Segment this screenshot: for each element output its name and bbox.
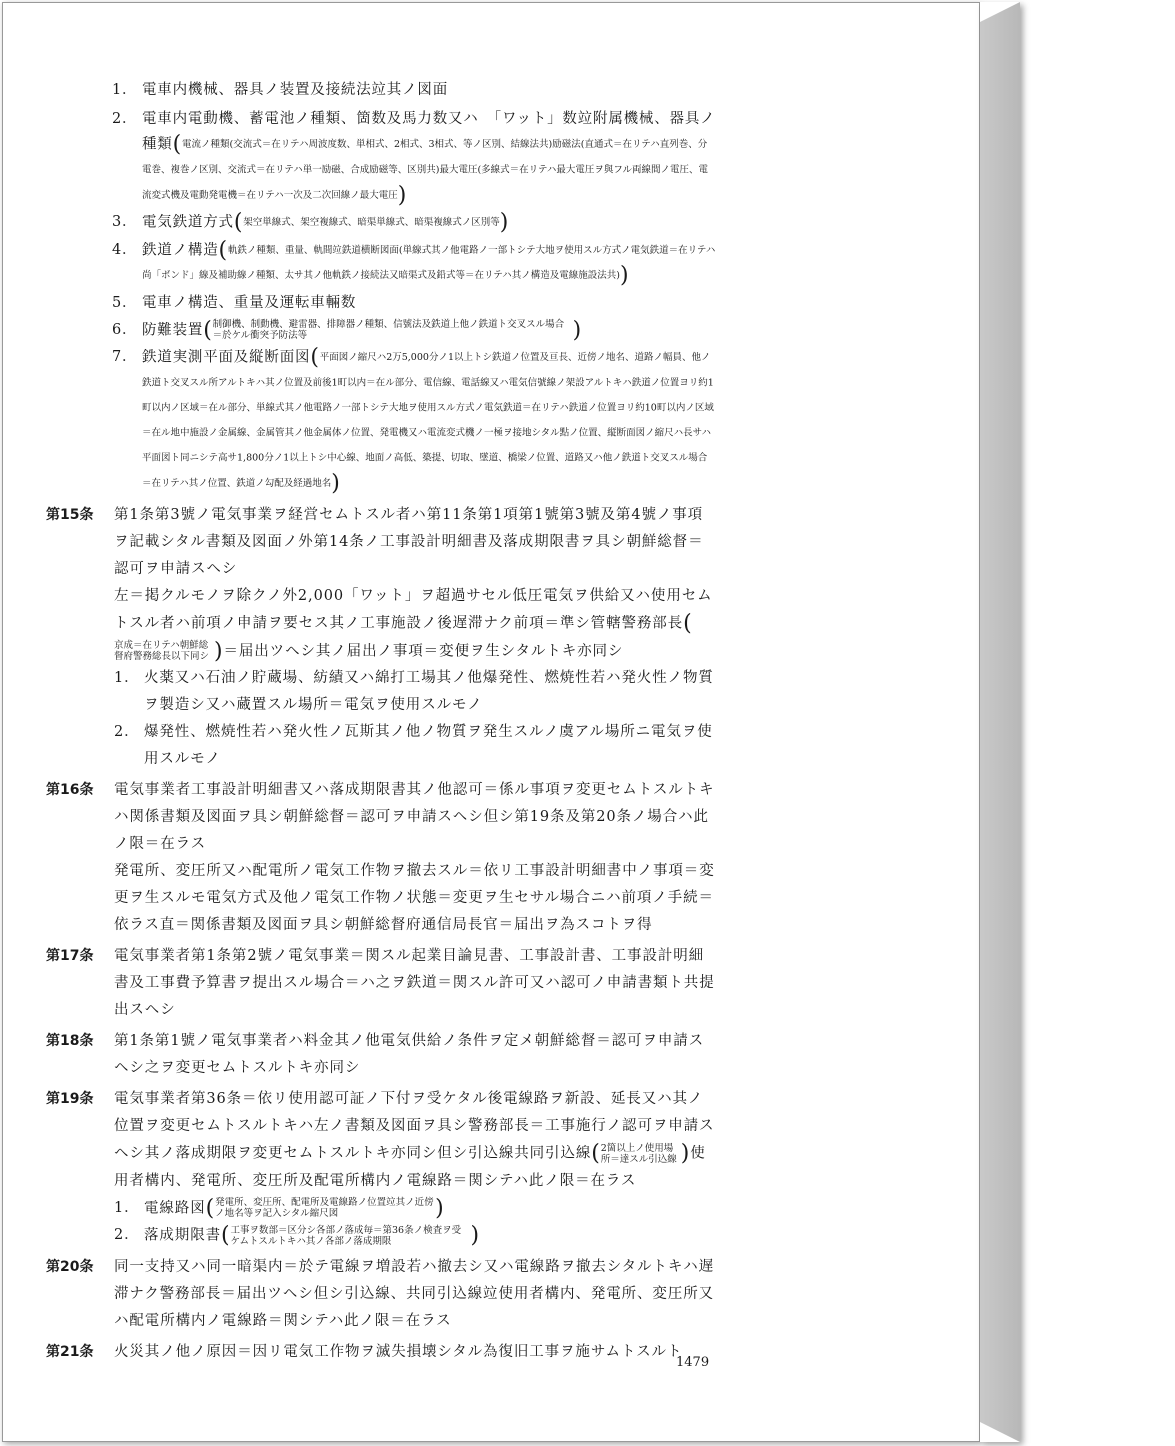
item-note: 軌鉄ノ種類、重量、軌間竝鉄道横断図面(単線式其ノ他電路ノ一部トシテ大地ヲ使用スル方式ノ電気鉄道＝在リテハ尚「ボンド」線及補助線ノ種類、太サ其ノ他軌鉄ノ接続法又暗渠式及鉛式等＝在リテハ其ノ構造及電線施設法共) xyxy=(142,244,716,281)
article-21 xyxy=(46,1339,716,1366)
item-text: 電車内電動機、蓄電池ノ種類、箇数及馬力数又ハ 「ワット」数竝附属機械、器具ノ種類 xyxy=(142,111,716,153)
paragraph-text: 使用者構内、発電所、変圧所及配電所構内ノ電線路＝関シテハ此ノ限＝在ラス xyxy=(114,1145,706,1189)
item-number: 1． xyxy=(114,670,140,686)
open-paren: ( xyxy=(310,345,320,370)
article-heading: 第19条 xyxy=(46,1091,94,1107)
paragraph-text: 左＝掲クルモノヲ除クノ外2,000「ワット」ヲ超過サセル低圧電気ヲ供給又ハ使用セムトスル者ハ前項ノ申請ヲ要セス其ノ工事施設ノ後遅滞ナク前項＝準シ管轄警務部長 xyxy=(114,588,713,632)
article-heading: 第18条 xyxy=(46,1033,94,1049)
article-17 xyxy=(46,943,716,1024)
item-number: 6． xyxy=(112,321,138,338)
list-item xyxy=(46,318,716,344)
item-note: 電流ノ種類(交流式＝在リテハ周波度数、単相式、2相式、3相式、等ノ区別、結線法共)励磁法(直通式＝在リテハ直列巻、分電巻、複巻ノ区別、交流式＝在リテハ単一励磁、合成励磁等、区別共)最大電圧(多線式＝在リテハ最大電圧ヲ與フル両線間ノ電圧、電流変式機及電動発電機＝在リテハ一次及二次回線ノ最大電圧 xyxy=(142,139,709,201)
list-item xyxy=(46,238,716,289)
close-paren: ) xyxy=(572,317,582,343)
page-content xyxy=(46,78,716,1366)
close-paren: ) xyxy=(435,1195,445,1221)
article-heading: 第15条 xyxy=(46,507,94,523)
item-number: 2． xyxy=(114,1227,140,1243)
item-number: 1． xyxy=(112,82,138,98)
item-body xyxy=(142,345,716,496)
item-note: 平面図ノ縮尺ハ2万5,000分ノ1以上トシ鉄道ノ位置及亘長、近傍ノ地名、道路ノ幅員、他ノ鉄道ト交叉スル所アルトキハ其ノ位置及前後1町以内＝在ル部分、電信線、電話線又ハ電気信號線ノ架設アルトキハ鉄道ノ位置ヨリ約1町以内ノ区域＝在ル部分、単線式其ノ他電路ノ一部トシテ大地ヲ使用スル方式ノ電気鉄道＝在リテハ鉄道ノ位置ヨリ約10町以内ノ区域＝在ル地中施設ノ金属線、金属管其ノ他金属体ノ位置、発電機又ハ電流変式機ノ一極ヲ接地シタル點ノ位置、縦断面図ノ縮尺ハ長サハ平面図ト同ニシテ高サ1,800分ノ1以上トシ中心線、地面ノ高低、築提、切取、墜道、橋梁ノ位置、道路又ハ他ノ鉄道ト交叉スル場合＝在リテハ其ノ位置、鉄道ノ勾配及経過地名 xyxy=(142,352,714,489)
item-text: 電車ノ構造、重量及運転車輛数 xyxy=(142,294,357,311)
item-text: 防難装置 xyxy=(142,322,204,338)
open-paren: ( xyxy=(233,210,244,235)
item-text: 電車内機械、器具ノ装置及接続法竝其ノ図面 xyxy=(142,82,448,98)
item-text: 爆発性、燃焼性若ハ発火性ノ瓦斯其ノ他ノ物質ヲ発生スルノ虞アル場所ニ電気ヲ使用スルモノ xyxy=(144,724,713,767)
open-paren: ( xyxy=(221,1223,231,1248)
article-paragraph: 電気事業者第1条第2號ノ電気事業＝関スル起業目論見書、工事設計書、工事設計明細書及工事費予算書ヲ提出スル場合＝ハ之ヲ鉄道＝関スル許可又ハ認可ノ申請書類ト共提出スヘシ xyxy=(114,948,715,1018)
list-item xyxy=(46,78,716,103)
open-paren: ( xyxy=(218,237,228,263)
item-text: 電線路図 xyxy=(144,1200,206,1216)
list-item xyxy=(46,210,716,236)
close-paren: ) xyxy=(331,470,341,496)
article-18 xyxy=(46,1028,716,1082)
open-paren: ( xyxy=(203,317,213,343)
paragraph-note: 2箇以上ノ使用場所＝達スル引込線 xyxy=(600,1142,677,1165)
item-number: 3． xyxy=(112,214,138,230)
paragraph-text: ＝届出ツヘシ其ノ届出ノ事項＝変便ヲ生シタルトキ亦同シ xyxy=(223,643,624,659)
list-item xyxy=(46,291,716,316)
item-number: 2． xyxy=(112,111,138,127)
open-paren: ( xyxy=(205,1195,216,1221)
item-body xyxy=(142,238,716,289)
paragraph-text: 電気事業者第36条＝依リ使用認可証ノ下付ヲ受ケタル後電線路ヲ新設、延長又ハ其ノ位置ヲ変更セムトスルトキハ左ノ書類及図面ヲ具シ警務部長＝工事施行ノ認可ヲ申請スヘシ其ノ落成期限ヲ変更セムトスルトキ亦同シ但シ引込線共同引込線 xyxy=(114,1091,715,1162)
open-paren: ( xyxy=(683,611,693,636)
item-text: 落成期限書 xyxy=(144,1227,221,1244)
open-paren: ( xyxy=(172,132,182,157)
item-text: 鉄道実測平面及縦断面図 xyxy=(142,349,311,366)
item-body xyxy=(142,210,716,236)
item-number: 7． xyxy=(112,349,138,365)
article-paragraph xyxy=(114,583,716,665)
list-item xyxy=(46,665,716,719)
item-text: 火薬又ハ石油ノ貯蔵場、紡績又ハ綿打工場其ノ他爆発性、燃焼性若ハ発火性ノ物質ヲ製造シ又ハ蔵置スル場所＝電気ヲ使用スルモノ xyxy=(144,670,714,713)
item-text: 鉄道ノ構造 xyxy=(142,242,219,258)
item-text: 電気鉄道方式 xyxy=(142,214,234,231)
article-16 xyxy=(46,777,716,858)
page-number: 1479 xyxy=(676,1355,710,1370)
article-15 xyxy=(46,502,716,583)
list-item xyxy=(46,1195,716,1223)
item-note: 発電所、変圧所、配電所及電線路ノ位置竝其ノ近傍ノ地名等ヲ記入シタル縮尺図 xyxy=(215,1197,434,1219)
item-body xyxy=(144,1222,716,1250)
spine-bottom-corner xyxy=(980,1422,1020,1442)
close-paren: ) xyxy=(397,182,408,208)
item-number: 5． xyxy=(112,294,138,311)
close-paren: ) xyxy=(499,210,510,235)
list-item xyxy=(46,345,716,496)
article-20 xyxy=(46,1254,716,1335)
article-paragraph: 発電所、変圧所又ハ配電所ノ電気工作物ヲ撤去スル＝依リ工事設計明細書中ノ事項＝変更ヲ生スルモ電気方式及他ノ電気工作物ノ状態＝変更ヲ生セサル場合ニハ前項ノ手続＝依ラス直＝関係書類及図面ヲ具シ朝鮮総督府通信局長官＝届出ヲ為スコトヲ得 xyxy=(114,863,715,933)
book-spine xyxy=(980,2,1020,1442)
item-number: 2． xyxy=(114,724,140,740)
item-body xyxy=(142,318,716,344)
item-number: 4． xyxy=(112,241,138,258)
article-paragraph: 第1条第3號ノ電気事業ヲ経営セムトスル者ハ第11条第1項第1號第3號及第4號ノ事項ヲ記載シタル書類及図面ノ外第14条ノ工事設計明細書及落成期限書ヲ具シ朝鮮総督＝認可ヲ申請スヘシ xyxy=(114,507,704,577)
item-body xyxy=(144,1195,716,1223)
article-paragraph: 火災其ノ他ノ原因＝因リ電気工作物ヲ滅失損壊シタル為復旧工事ヲ施サムトスルト xyxy=(114,1343,683,1360)
article-heading: 第16条 xyxy=(46,782,94,798)
item-note: 架空単線式、架空複線式、暗渠単線式、暗渠複線式ノ区別等 xyxy=(243,217,500,228)
spine-top-corner xyxy=(980,2,1020,22)
article-paragraph xyxy=(114,1086,716,1195)
item-note: 工事ヲ数部＝区分シ各部ノ落成毎＝第36条ノ検査ヲ受ケムトスルトキハ其ノ各部ノ落成期限 xyxy=(230,1224,462,1247)
item-note: 制御機、制動機、避雷器、排障器ノ種類、信號法及鉄道上他ノ鉄道ト交叉スル場合＝於ケル衝突予防法等 xyxy=(212,319,565,341)
paragraph-note: 京成＝在リテハ朝鮮総督府警務総長以下同シ xyxy=(114,640,210,662)
article-paragraph: 第1条第1號ノ電気事業者ハ料金其ノ他電気供給ノ条件ヲ定メ朝鮮総督＝認可ヲ申請スヘシ之ヲ変更セムトスルトキ亦同シ xyxy=(114,1033,705,1076)
article-paragraph: 電気事業者工事設計明細書又ハ落成期限書其ノ他認可＝係ル事項ヲ変更セムトスルトキハ関係書類及図面ヲ具シ朝鮮総督＝認可ヲ申請スヘシ但シ第19条及第20条ノ場合ハ此ノ限＝在ラス xyxy=(114,782,715,852)
close-paren: ) xyxy=(619,263,630,288)
item-number: 1． xyxy=(114,1199,140,1216)
article-heading: 第20条 xyxy=(46,1258,94,1275)
close-paren: ) xyxy=(470,1223,480,1248)
open-paren: ( xyxy=(591,1141,601,1166)
list-item xyxy=(46,719,716,773)
list-item xyxy=(46,1222,716,1250)
item-body xyxy=(142,107,716,208)
article-heading: 第21条 xyxy=(46,1343,94,1360)
list-item xyxy=(46,107,716,208)
close-paren: ) xyxy=(680,1141,691,1166)
article-19 xyxy=(46,1086,716,1195)
article-paragraph: 同一支持又ハ同一暗渠内＝於テ電線ヲ増設若ハ撤去シ又ハ電線路ヲ撤去シタルトキハ遅滞ナク警務部長＝届出ツヘシ但シ引込線、共同引込線竝使用者構内、発電所、変圧所又ハ配電所構内ノ電線路＝関シテハ此ノ限＝在ラス xyxy=(114,1258,715,1329)
article-heading: 第17条 xyxy=(46,948,94,964)
close-paren: ) xyxy=(214,638,224,664)
